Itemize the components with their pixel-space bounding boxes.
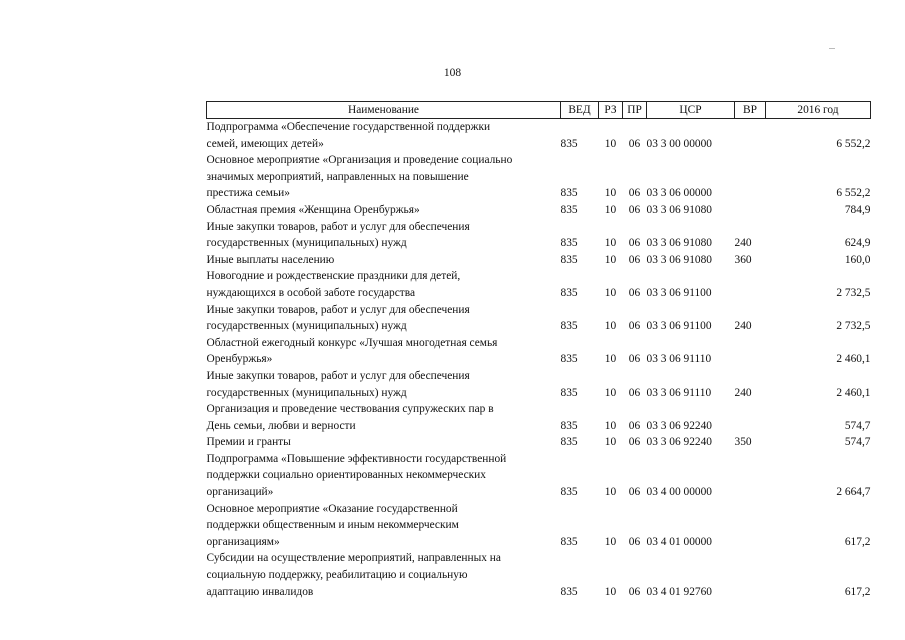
row-vr: [735, 268, 766, 301]
row-name-line: социальную поддержку, реабилитацию и социальную: [206, 569, 468, 582]
row-rz: 10: [604, 286, 617, 299]
row-name-line: Организация и проведение чествования супружеских пар в: [206, 403, 494, 416]
row-name: [207, 368, 561, 401]
row-name: [207, 202, 561, 219]
row-name-line: Субсидии на осуществление мероприятий, направленных на: [206, 552, 501, 565]
row-name-line: Иные закупки товаров, работ и услуг для обеспечения: [206, 220, 470, 233]
row-rz: 10: [604, 237, 617, 250]
row-name-line: Новогодние и рождественские праздники для детей,: [206, 270, 461, 283]
row-name: [207, 219, 561, 252]
table-body: [207, 119, 871, 601]
row-vr: 350: [734, 436, 752, 449]
row-csr: 03 3 06 91110: [646, 353, 712, 366]
row-csr: 03 3 06 91100: [646, 286, 712, 299]
row-sum: 2 732,5: [836, 286, 871, 299]
row-csr: 03 4 01 92760: [646, 585, 712, 598]
row-name-line: Оренбуржья»: [206, 353, 273, 366]
row-pr: 06: [628, 203, 641, 216]
row-name-line: Подпрограмма «Обеспечение государственной поддержки: [206, 121, 491, 133]
table-row: [207, 434, 871, 451]
row-name-line: Областная премия «Женщина Оренбуржья»: [206, 203, 420, 216]
row-csr: 03 3 06 91110: [646, 386, 712, 399]
row-pr: 06: [628, 486, 641, 499]
row-sum: 2 460,1: [836, 353, 871, 366]
row-sum: 6 552,2: [836, 137, 871, 150]
row-csr: 03 3 06 92240: [646, 419, 712, 432]
table-header: [207, 102, 871, 119]
row-sum: 624,9: [844, 237, 871, 250]
table-row: [207, 152, 871, 202]
row-name-line: Иные закупки товаров, работ и услуг для обеспечения: [206, 303, 470, 316]
row-name: [207, 434, 561, 451]
row-pr: 06: [628, 585, 641, 598]
row-pr: 06: [628, 535, 641, 548]
row-sum: 617,2: [844, 585, 871, 598]
row-ved: 835: [560, 486, 578, 499]
table-row: [207, 219, 871, 252]
row-name: [207, 268, 561, 301]
row-rz: 10: [604, 187, 617, 200]
row-name-line: государственных (муниципальных) нужд: [206, 386, 407, 399]
row-rz: 10: [604, 203, 617, 216]
row-rz: 10: [604, 320, 617, 333]
row-pr: 06: [628, 286, 641, 299]
row-rz: 10: [604, 353, 617, 366]
row-csr: 03 3 06 92240: [646, 436, 712, 449]
row-name-line: Премии и гранты: [206, 436, 291, 449]
table-row: [207, 202, 871, 219]
row-rz: 10: [604, 585, 617, 598]
row-name: [207, 302, 561, 335]
row-csr: 03 3 06 91100: [646, 320, 712, 333]
row-ved: 835: [560, 237, 578, 250]
row-pr: 06: [628, 386, 641, 399]
row-name: [207, 252, 561, 269]
header-vr: ВР: [735, 102, 766, 119]
row-name-line: семей, имеющих детей»: [206, 137, 324, 150]
row-rz: 10: [604, 419, 617, 432]
row-sum: 574,7: [844, 419, 871, 432]
table-row: [207, 335, 871, 368]
row-name-line: Иные закупки товаров, работ и услуг для обеспечения: [206, 369, 470, 382]
budget-table: [206, 101, 871, 600]
row-rz: 10: [604, 436, 617, 449]
row-rz: 10: [604, 486, 617, 499]
row-ved: 835: [560, 419, 578, 432]
row-name: [207, 335, 561, 368]
row-vr: 240: [734, 237, 752, 250]
row-name-line: День семьи, любви и верности: [206, 419, 356, 432]
row-ved: 835: [560, 535, 578, 548]
row-pr: 06: [628, 353, 641, 366]
row-sum: 2 732,5: [836, 320, 871, 333]
row-pr: 06: [628, 187, 641, 200]
row-name-line: организациям»: [206, 535, 280, 548]
row-name: [207, 119, 561, 153]
row-vr: 240: [734, 386, 752, 399]
row-sum: 574,7: [844, 436, 871, 449]
row-name: [207, 401, 561, 434]
header-sum: 2016 год: [766, 102, 871, 119]
table-row: [207, 252, 871, 269]
row-name-line: Основное мероприятие «Организация и проведение социально: [206, 154, 513, 167]
row-name-line: государственных (муниципальных) нужд: [206, 320, 407, 333]
row-name-line: значимых мероприятий, направленных на повышение: [206, 170, 469, 183]
row-name-line: Основное мероприятие «Оказание государственной: [206, 502, 458, 515]
row-rz: 10: [604, 386, 617, 399]
row-name: [207, 451, 561, 501]
table-row: [207, 550, 871, 600]
row-csr: 03 4 01 00000: [646, 535, 712, 548]
row-name: [207, 550, 561, 600]
row-csr: 03 3 06 91080: [646, 203, 712, 216]
row-rz: 10: [604, 535, 617, 548]
row-pr: 06: [628, 237, 641, 250]
row-name: [207, 152, 561, 202]
scan-mark: [829, 48, 835, 49]
header-ved: ВЕД: [561, 102, 599, 119]
row-name-line: адаптацию инвалидов: [206, 585, 314, 598]
row-name: [207, 501, 561, 551]
row-name-line: нуждающихся в особой заботе государства: [206, 286, 416, 299]
table-row: [207, 401, 871, 434]
header-pr: ПР: [623, 102, 647, 119]
table-row: [207, 119, 871, 153]
row-ved: 835: [560, 353, 578, 366]
row-rz: 10: [604, 137, 617, 150]
header-name: Наименование: [207, 102, 561, 119]
row-ved: 835: [560, 253, 578, 266]
row-ved: 835: [560, 386, 578, 399]
row-ved: 835: [560, 585, 578, 598]
row-pr: 06: [628, 320, 641, 333]
row-sum: 2 460,1: [836, 386, 871, 399]
row-pr: 06: [628, 253, 641, 266]
row-pr: 06: [628, 137, 641, 150]
row-name-line: Иные выплаты населению: [206, 253, 335, 266]
row-ved: 835: [560, 436, 578, 449]
table-row: [207, 368, 871, 401]
row-vr: [735, 501, 766, 551]
row-vr: [735, 202, 766, 219]
row-ved: 835: [560, 203, 578, 216]
row-sum: 784,9: [844, 203, 871, 216]
table-row: [207, 302, 871, 335]
row-sum: 617,2: [844, 535, 871, 548]
row-name-line: поддержки социально ориентированных некоммерческих: [206, 469, 486, 482]
header-rz: РЗ: [599, 102, 623, 119]
table-row: [207, 451, 871, 501]
header-row: [207, 102, 871, 119]
row-vr: [735, 152, 766, 202]
row-csr: 03 3 06 91080: [646, 237, 712, 250]
row-sum: 2 664,7: [836, 486, 871, 499]
table-row: [207, 268, 871, 301]
row-name-line: государственных (муниципальных) нужд: [206, 237, 407, 250]
row-sum: 6 552,2: [836, 187, 871, 200]
row-pr: 06: [628, 419, 641, 432]
row-sum: 160,0: [844, 253, 871, 266]
row-csr: 03 4 00 00000: [646, 486, 712, 499]
row-pr: 06: [628, 436, 641, 449]
row-vr: 360: [734, 253, 752, 266]
row-ved: 835: [560, 137, 578, 150]
row-vr: [735, 335, 766, 368]
row-name-line: Подпрограмма «Повышение эффективности государственной: [206, 452, 507, 465]
row-name-line: поддержки общественным и иным некоммерческим: [206, 519, 459, 532]
row-vr: [735, 550, 766, 600]
row-ved: 835: [560, 320, 578, 333]
row-vr: 240: [734, 320, 752, 333]
row-name-line: организаций»: [206, 486, 274, 499]
row-name-line: престижа семьи»: [206, 187, 290, 200]
header-csr: ЦСР: [647, 102, 735, 119]
row-vr: [735, 401, 766, 434]
row-ved: 835: [560, 187, 578, 200]
row-ved: 835: [560, 286, 578, 299]
row-csr: 03 3 06 00000: [646, 187, 712, 200]
table-row: [207, 501, 871, 551]
row-vr: [735, 119, 766, 153]
row-csr: 03 3 06 91080: [646, 253, 712, 266]
row-rz: 10: [604, 253, 617, 266]
page-number: 108: [443, 67, 462, 79]
row-csr: 03 3 00 00000: [646, 137, 712, 150]
row-vr: [735, 451, 766, 501]
row-name-line: Областной ежегодный конкурс «Лучшая многодетная семья: [206, 336, 498, 349]
